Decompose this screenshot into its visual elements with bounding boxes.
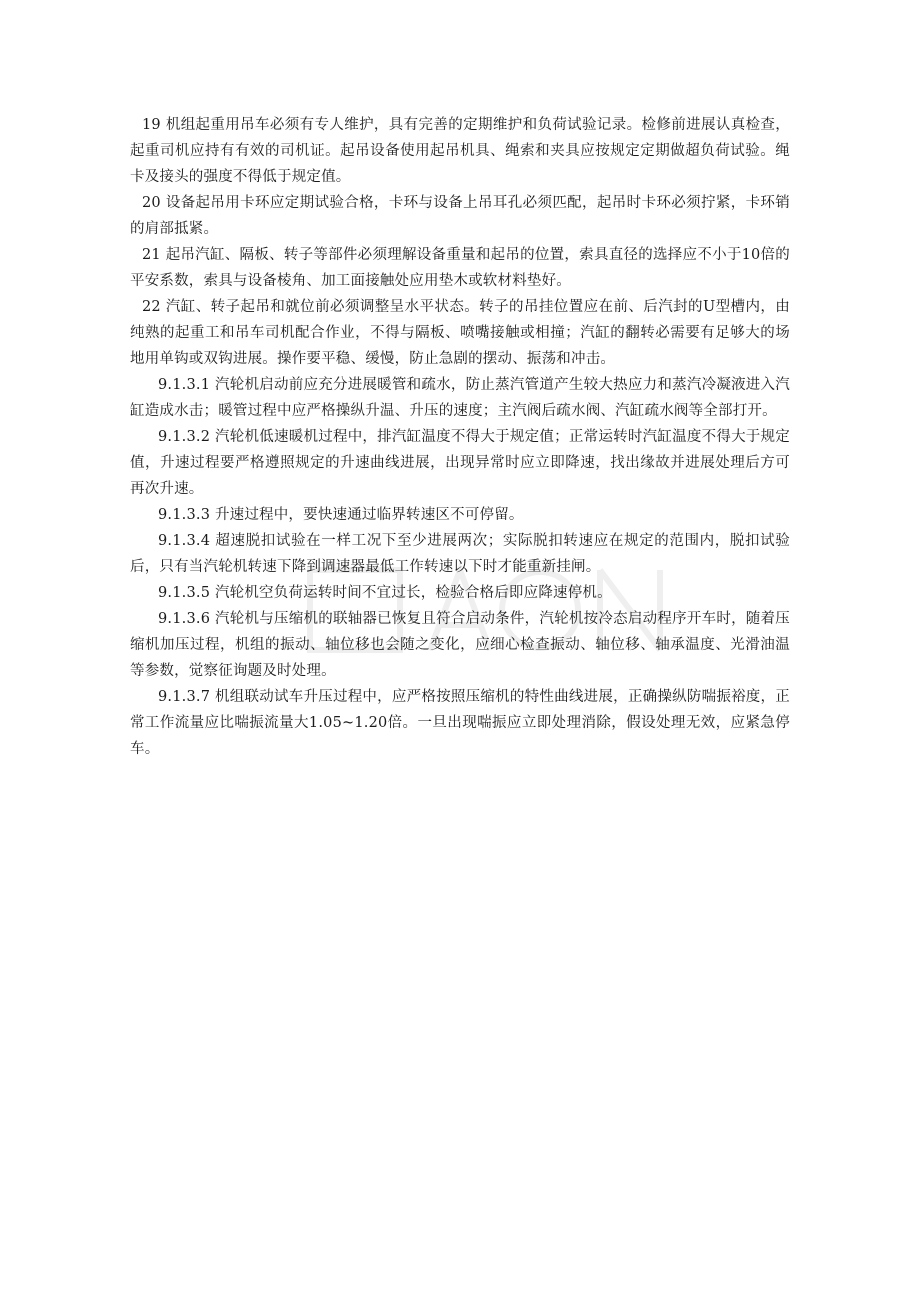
paragraph-20: 20 设备起吊用卡环应定期试验合格，卡环与设备上吊耳孔必须匹配，起吊时卡环必须拧紧，卡环销的肩部抵紧。	[130, 195, 790, 237]
paragraph-21: 21 起吊汽缸、隔板、转子等部件必须理解设备重量和起吊的位置，索具直径的选择应不小于10倍的平安系数，索具与设备棱角、加工面接触处应用垫木或软材料垫好。	[130, 247, 790, 289]
paragraph-9-1-3-5: 9.1.3.5 汽轮机空负荷运转时间不宜过长，检验合格后即应降速停机。	[158, 585, 612, 601]
paragraph-9-1-3-6: 9.1.3.6 汽轮机与压缩机的联轴器已恢复且符合启动条件，汽轮机按冷态启动程序开车时，随着压缩机加压过程，机组的振动、轴位移也会随之变化，应细心检查振动、轴位移、轴承温度、光滑油温等参数，觉察征询题及时处理。	[130, 611, 790, 679]
document-body	[130, 112, 790, 762]
paragraph-22: 22 汽缸、转子起吊和就位前必须调整呈水平状态。转子的吊挂位置应在前、后汽封的U型槽内，由纯熟的起重工和吊车司机配合作业，不得与隔板、喷嘴接触或相撞；汽缸的翻转必需要有足够大的场地用单钩或双钩进展。操作要平稳、缓慢，防止急剧的摆动、振荡和冲击。	[130, 299, 790, 367]
paragraph-19: 19 机组起重用吊车必须有专人维护，具有完善的定期维护和负荷试验记录。检修前进展认真检查，起重司机应持有有效的司机证。起吊设备使用起吊机具、绳索和夹具应按规定定期做超负荷试验。绳卡及接头的强度不得低于规定值。	[130, 117, 790, 185]
paragraph-9-1-3-3: 9.1.3.3 升速过程中，要快速通过临界转速区不可停留。	[158, 507, 524, 523]
paragraph-9-1-3-2: 9.1.3.2 汽轮机低速暖机过程中，排汽缸温度不得大于规定值；正常运转时汽缸温度不得大于规定值，升速过程要严格遵照规定的升速曲线进展，出现异常时应立即降速，找出缘故并进展处理后方可再次升速。	[130, 429, 790, 497]
paragraph-9-1-3-7: 9.1.3.7 机组联动试车升压过程中，应严格按照压缩机的特性曲线进展，正确操纵防喘振裕度，正常工作流量应比喘振流量大1.05~1.20倍。一旦出现喘振应立即处理消除，假设处理无效，应紧急停车。	[130, 689, 790, 757]
paragraph-9-1-3-1: 9.1.3.1 汽轮机启动前应充分进展暖管和疏水，防止蒸汽管道产生较大热应力和蒸汽冷凝液进入汽缸造成水击；暖管过程中应严格操纵升温、升压的速度；主汽阀后疏水阀、汽缸疏水阀等全部打开。	[130, 377, 790, 419]
paragraph-9-1-3-4: 9.1.3.4 超速脱扣试验在一样工况下至少进展两次；实际脱扣转速应在规定的范围内，脱扣试验后，只有当汽轮机转速下降到调速器最低工作转速以下时才能重新挂闸。	[130, 533, 790, 575]
